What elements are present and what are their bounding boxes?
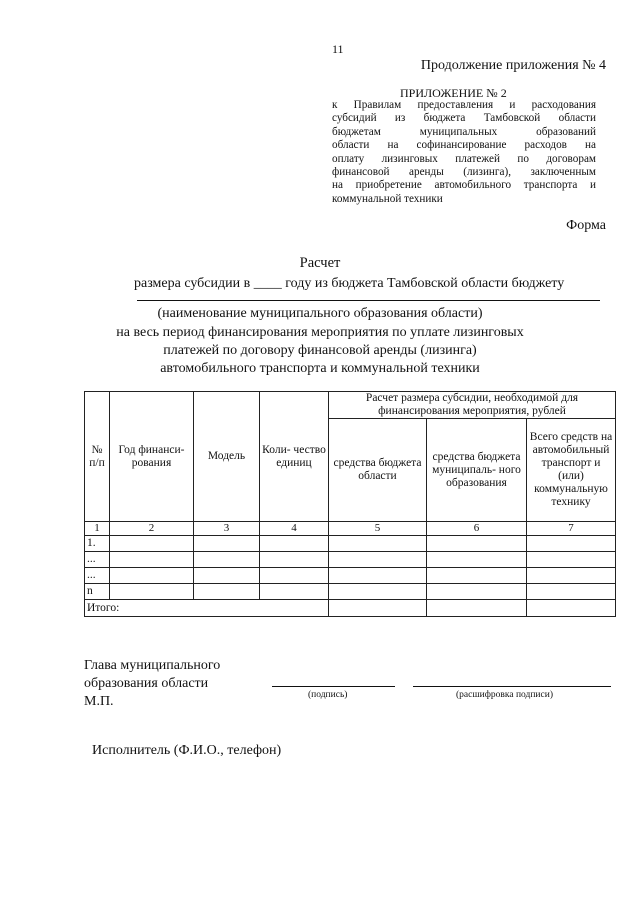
table-cell bbox=[427, 600, 527, 617]
appendix-line: оплату лизинговых платежей по договорам bbox=[332, 152, 596, 165]
column-number: 2 bbox=[110, 522, 194, 536]
signatory-position-line-2: образования области bbox=[84, 676, 209, 691]
table-cell bbox=[260, 584, 329, 600]
table-cell bbox=[329, 584, 427, 600]
heading-line-5: автомобильного транспорта и коммунальной техники bbox=[160, 361, 480, 376]
appendix-line: области на софинансирование расходов на bbox=[332, 139, 596, 152]
column-number: 4 bbox=[260, 522, 329, 536]
table-cell bbox=[527, 568, 616, 584]
stamp-place-label: М.П. bbox=[84, 694, 114, 709]
appendix-line: коммунальной техники bbox=[332, 192, 443, 205]
col-header-num: № п/п bbox=[85, 392, 110, 522]
signatory-block bbox=[84, 657, 220, 711]
signatory-position-line-1: Глава муниципального bbox=[84, 658, 221, 673]
table-cell bbox=[194, 536, 260, 552]
table-cell bbox=[329, 568, 427, 584]
table-cell bbox=[194, 584, 260, 600]
appendix-line: бюджетам муниципальных образований bbox=[332, 125, 596, 138]
column-number: 1 bbox=[85, 522, 110, 536]
table-cell bbox=[110, 568, 194, 584]
column-number: 7 bbox=[527, 522, 616, 536]
table-cell bbox=[194, 552, 260, 568]
row-label: 1. bbox=[85, 536, 110, 552]
table-cell bbox=[110, 552, 194, 568]
form-label: Форма bbox=[566, 218, 606, 233]
municipality-blank-line bbox=[137, 300, 600, 301]
table-cell bbox=[527, 584, 616, 600]
heading-line-3: на весь период финансирования мероприятия по уплате лизинговых bbox=[116, 325, 524, 340]
table-cell bbox=[329, 536, 427, 552]
column-number-row bbox=[85, 522, 616, 536]
signature-decode-caption: (расшифровка подписи) bbox=[456, 690, 553, 700]
table-cell bbox=[329, 552, 427, 568]
col-header-qty: Коли- чество единиц bbox=[260, 392, 329, 522]
table-cell bbox=[110, 584, 194, 600]
subsidy-table bbox=[84, 391, 616, 617]
appendix-body bbox=[332, 99, 596, 206]
table-row bbox=[85, 584, 616, 600]
table-cell bbox=[329, 600, 427, 617]
table-cell bbox=[527, 600, 616, 617]
table-row bbox=[85, 536, 616, 552]
col-header-total: Всего средств на автомобильный транспорт и (или) коммунальную технику bbox=[527, 419, 616, 522]
total-label: Итого: bbox=[85, 600, 329, 617]
table-cell bbox=[427, 536, 527, 552]
col-header-model: Модель bbox=[194, 392, 260, 522]
table-cell bbox=[260, 568, 329, 584]
table-row bbox=[85, 568, 616, 584]
signature-line bbox=[272, 686, 395, 687]
total-row bbox=[85, 600, 616, 617]
page-number: 11 bbox=[332, 42, 344, 56]
table-cell bbox=[527, 536, 616, 552]
table-cell bbox=[427, 552, 527, 568]
appendix-line: финансовой аренды (лизинга), заключенным bbox=[332, 166, 596, 179]
signature-caption: (подпись) bbox=[308, 690, 348, 700]
appendix-line: субсидий из бюджета Тамбовской области bbox=[332, 112, 596, 125]
row-label: ... bbox=[85, 568, 110, 584]
column-number: 5 bbox=[329, 522, 427, 536]
appendix-line: к Правилам предоставления и расходования bbox=[332, 99, 596, 111]
continuation-note: Продолжение приложения № 4 bbox=[420, 58, 606, 73]
table-header-row bbox=[85, 392, 616, 419]
table-cell bbox=[260, 552, 329, 568]
table-cell bbox=[260, 536, 329, 552]
table-cell bbox=[110, 536, 194, 552]
column-number: 6 bbox=[427, 522, 527, 536]
row-label: n bbox=[85, 584, 110, 600]
table-cell bbox=[427, 568, 527, 584]
table-cell bbox=[427, 584, 527, 600]
heading-line-4: платежей по договору финансовой аренды (лизинга) bbox=[163, 343, 477, 358]
table-cell bbox=[194, 568, 260, 584]
col-header-year: Год финанси- рования bbox=[110, 392, 194, 522]
row-label: ... bbox=[85, 552, 110, 568]
table-row bbox=[85, 552, 616, 568]
document-title: Расчет bbox=[299, 255, 341, 271]
col-header-municipal: средства бюджета муниципаль- ного образования bbox=[427, 419, 527, 522]
signature-decode-line bbox=[413, 686, 611, 687]
heading-line-2: (наименование муниципального образования области) bbox=[157, 306, 483, 321]
table-cell bbox=[527, 552, 616, 568]
appendix-title: ПРИЛОЖЕНИЕ № 2 bbox=[400, 86, 507, 100]
appendix-line: на приобретение автомобильного транспорта и bbox=[332, 179, 596, 192]
col-header-group: Расчет размера субсидии, необходимой для финансирования мероприятия, рублей bbox=[329, 392, 616, 419]
column-number: 3 bbox=[194, 522, 260, 536]
executor-line: Исполнитель (Ф.И.О., телефон) bbox=[92, 743, 282, 758]
col-header-regional: средства бюджета области bbox=[329, 419, 427, 522]
heading-line-1: размера субсидии в ____ году из бюджета Тамбовской области бюджету bbox=[134, 276, 565, 291]
